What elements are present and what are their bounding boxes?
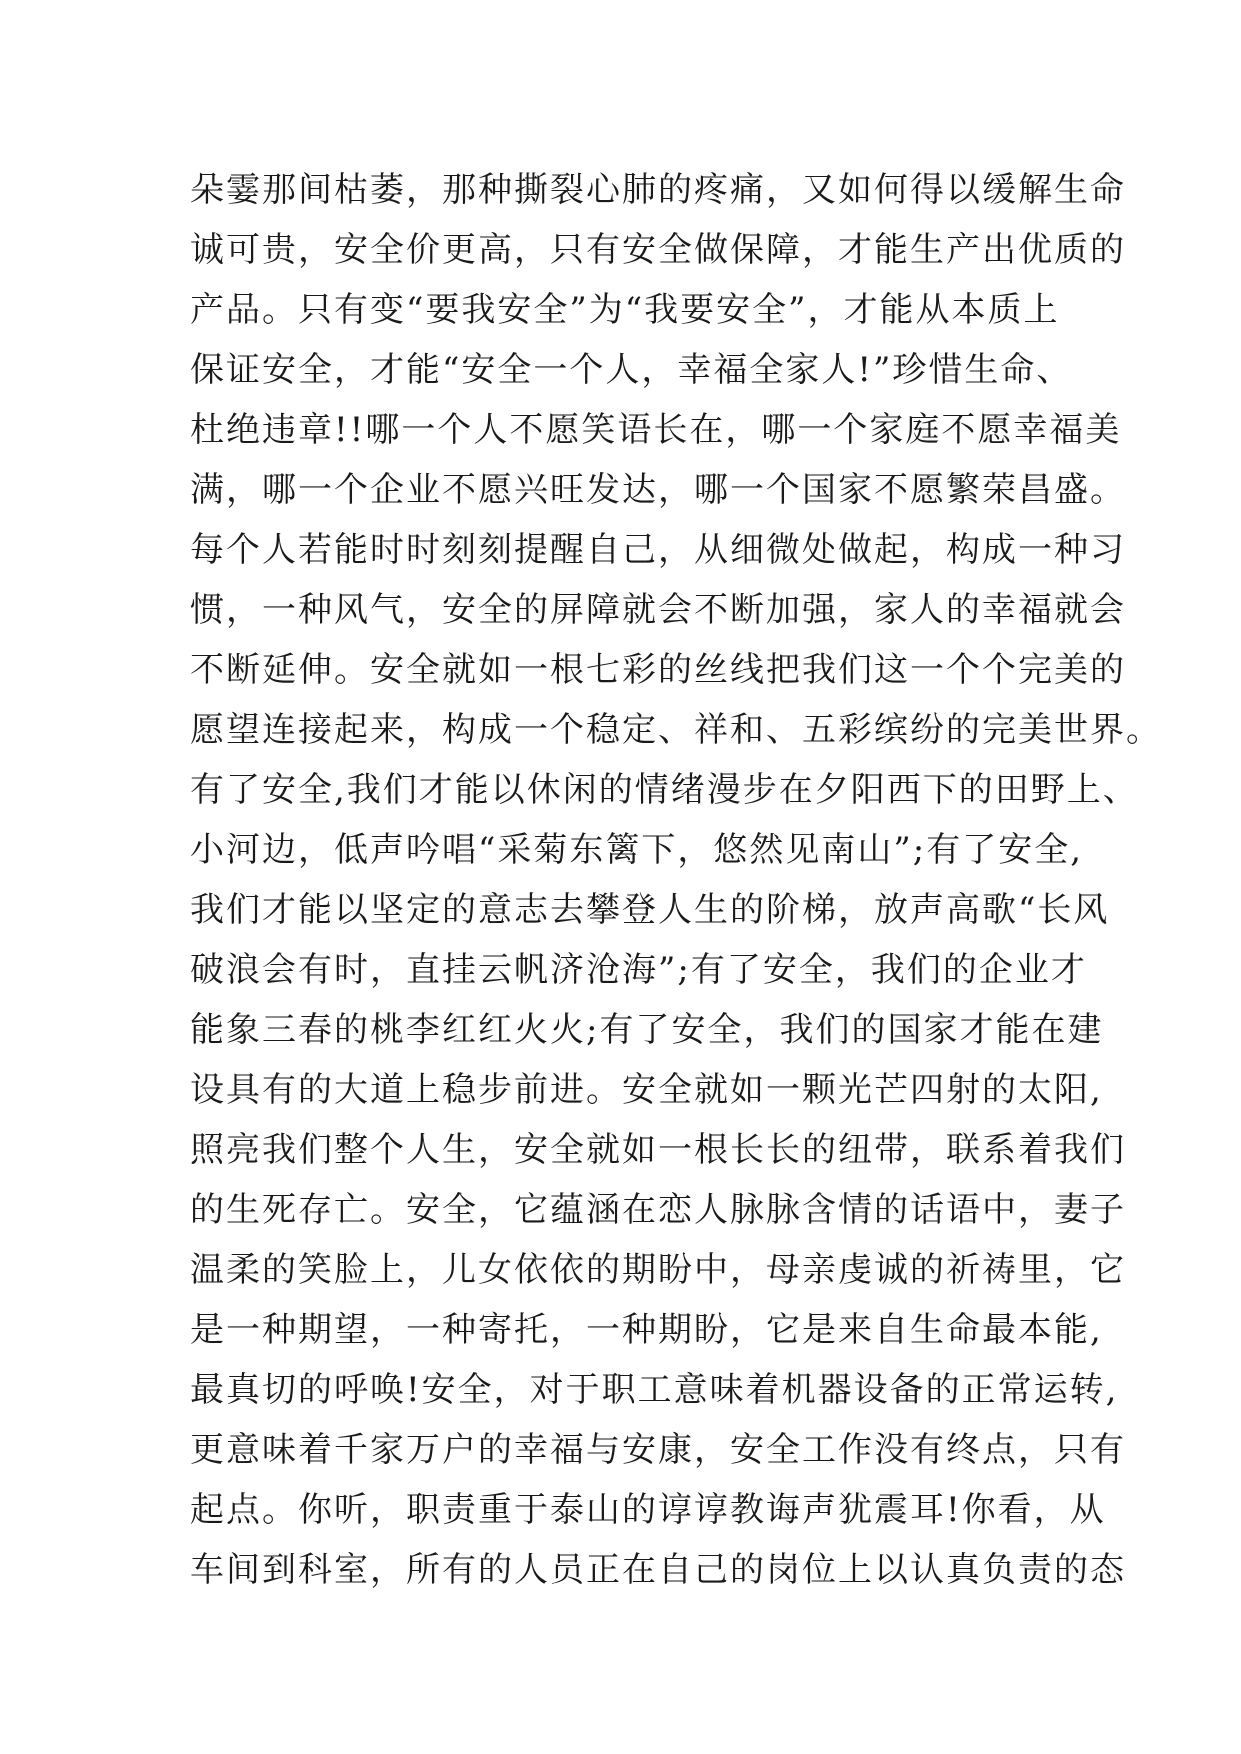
text-line: 我们才能以坚定的意志去攀登人生的阶梯，放声高歌“长风: [190, 890, 1110, 930]
text-line: 有了安全,我们才能以休闲的情绪漫步在夕阳西下的田野上、: [190, 770, 1139, 810]
text-line: 破浪会有时，直挂云帆济沧海”;有了安全，我们的企业才: [190, 950, 1087, 990]
text-line: 车间到科室，所有的人员正在自己的岗位上以认真负责的态: [190, 1550, 1126, 1590]
text-line: 小河边，低声吟唱“采菊东篱下，悠然见南山”;有了安全,: [190, 830, 1084, 870]
text-line: 能象三春的桃李红红火火;有了安全，我们的国家才能在建: [190, 1010, 1104, 1050]
text-line: 诚可贵，安全价更高，只有安全做保障，才能生产出优质的: [190, 230, 1126, 270]
text-line: 起点。你听，职责重于泰山的谆谆教诲声犹震耳!你看，从: [190, 1490, 1106, 1530]
text-line: 杜绝违章!!哪一个人不愿笑语长在，哪一个家庭不愿幸福美: [190, 410, 1122, 450]
text-line: 满，哪一个企业不愿兴旺发达，哪一个国家不愿繁荣昌盛。: [190, 470, 1126, 510]
text-line: 保证安全，才能“安全一个人，幸福全家人!”珍惜生命、: [190, 350, 1073, 390]
text-line: 是一种期望，一种寄托，一种期盼，它是来自生命最本能,: [190, 1310, 1103, 1350]
text-line: 愿望连接起来，构成一个稳定、祥和、五彩缤纷的完美世界。: [190, 710, 1162, 750]
text-line: 惯，一种风气，安全的屏障就会不断加强，家人的幸福就会: [190, 590, 1126, 630]
text-line: 朵霎那间枯萎，那种撕裂心肺的疼痛，又如何得以缓解生命: [190, 170, 1126, 210]
text-line: 的生死存亡。安全，它蕴涵在恋人脉脉含情的话语中，妻子: [190, 1190, 1126, 1230]
text-line: 最真切的呼唤!安全，对于职工意味着机器设备的正常运转,: [190, 1370, 1119, 1410]
text-line: 更意味着千家万户的幸福与安康，安全工作没有终点，只有: [190, 1430, 1126, 1470]
text-line: 每个人若能时时刻刻提醒自己，从细微处做起，构成一种习: [190, 530, 1126, 570]
body-text: [190, 160, 1162, 1600]
text-line: 设具有的大道上稳步前进。安全就如一颗光芒四射的太阳,: [190, 1070, 1103, 1110]
text-line: 温柔的笑脸上，儿女依依的期盼中，母亲虔诚的祈祷里，它: [190, 1250, 1126, 1290]
text-line: 不断延伸。安全就如一根七彩的丝线把我们这一个个完美的: [190, 650, 1126, 690]
text-line: 照亮我们整个人生，安全就如一根长长的纽带，联系着我们: [190, 1130, 1126, 1170]
text-line: 产品。只有变“要我安全”为“我要安全”，才能从本质上: [190, 290, 1060, 330]
